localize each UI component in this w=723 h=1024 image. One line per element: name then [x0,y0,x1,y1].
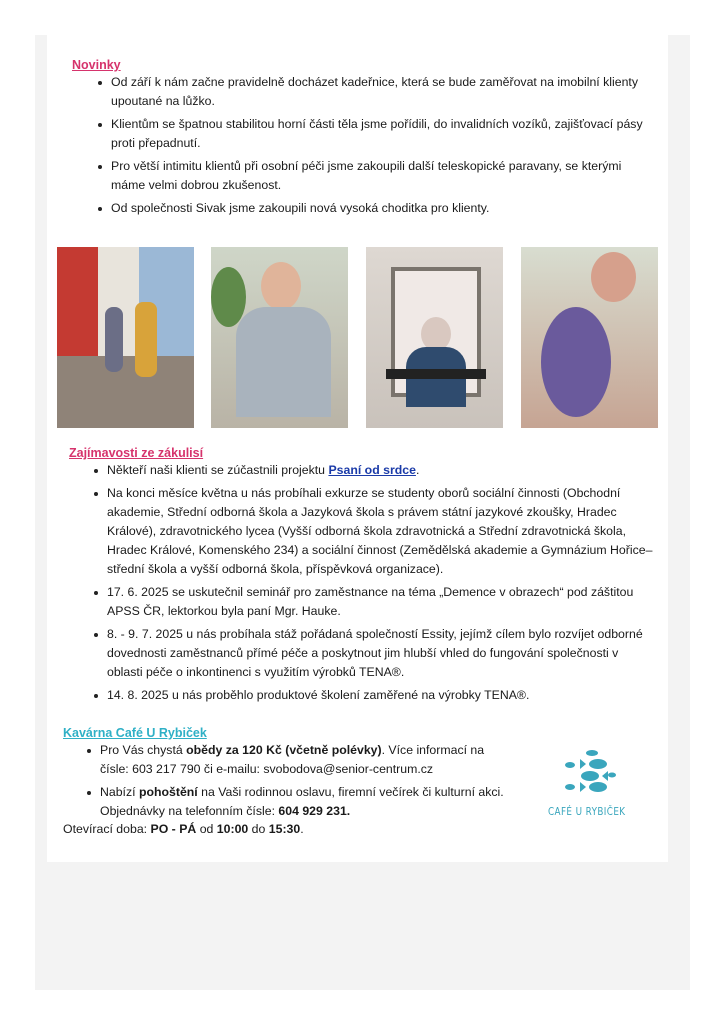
novinky-list [97,73,657,222]
heading-novinky: Novinky [72,58,121,72]
list-item: 14. 8. 2025 u nás proběhlo produktové školení zaměřené na výrobky TENA®. [93,686,653,705]
list-item: 17. 6. 2025 se uskutečnil seminář pro zaměstnance na téma „Demence v obrazech“ pod záštitou APSS ČR, lektorkou byla paní Mgr. Hauke. [93,583,653,621]
kavarna-list [86,741,506,825]
catering: pohoštění [138,785,198,799]
item-text: Někteří naši klienti se zúčastnili projektu [107,463,329,477]
item-text: . Více informací na čísle: 603 217 790 či e-mailu: svobodova@senior-centrum.cz [100,743,485,776]
list-item: 8. - 9. 7. 2025 u nás probíhala stáž pořádaná společností Essity, jejímž cílem bylo rozvíjet odborné dovednosti zaměstnanců přímé péče a poskytnout jim hlubší vhled do fungování společnosti v oblasti péče o inkontinenci s využitím výrobků TENA®. [93,625,653,682]
item-text: na Vaši rodinnou oslavu, firemní večírek či kulturní akci. Objednávky na telefonním čísle: [100,785,504,818]
fish-icon [548,748,632,794]
item-text: Nabízí [100,785,139,799]
zakulisi-list [93,461,653,709]
photo-walk-outside [57,247,194,428]
hours-text: do [248,822,269,836]
list-item: Pro větší intimitu klientů při osobní péči jsme zakoupili další teleskopické paravany, se kterými máme velmi dobrou zkušenost. [97,157,657,195]
hours-text: . [300,822,304,836]
list-item [93,461,653,480]
lunch-price: obědy za 120 Kč (včetně polévky) [186,743,382,757]
hours-to: 15:30 [268,822,301,836]
cafe-logo [548,748,632,818]
psani-od-srdce-link[interactable]: Psaní od srdce [328,463,416,477]
list-item: Na konci měsíce května u nás probíhali exkurze se studenty oborů sociální činnosti (Obchodní akademie, Střední odborná škola a Jazyková škola s právem státní jazykové zkoušky, Hradec Králové), zdravotnického lycea (Vyšší odborná škola zdravotnická a Střední zdravotnická škola, Hradec Králové, Komenského 234) a sociální činnost (Zemědělská akademie a Gymnázium Hořice– střední škola a vyšší odborná škola, příspěvková organizace). [93,484,653,579]
heading-zakulisi: Zajímavosti ze zákulisí [69,446,204,460]
photo-man-with-turtle [211,247,348,428]
photo-woman-with-walker [366,247,503,428]
logo-text: CAFÉ U RYBIČEK [548,805,626,818]
hours-label: Otevírací doba: [63,822,151,836]
list-item [86,741,506,779]
list-item [86,783,506,821]
heading-kavarna: Kavárna Café U Rybiček [63,726,207,740]
list-item: Klientům se špatnou stabilitou horní části těla jsme pořídili, do invalidních vozíků, zajišťovací pásy proti přepadnutí. [97,115,657,153]
list-item: Od společnosti Sivak jsme zakoupili nová vysoká choditka pro klienty. [97,199,657,218]
hours-text: od [196,822,217,836]
item-text: . [415,463,420,477]
opening-hours [63,822,304,836]
hours-from: 10:00 [216,822,249,836]
order-phone: 604 929 231. [278,804,351,818]
item-text: Pro Vás chystá [100,743,187,757]
list-item: Od září k nám začne pravidelně docházet kadeřnice, která se bude zaměřovat na imobilní klienty upoutané na lůžko. [97,73,657,111]
photo-lavender-craft [521,247,658,428]
hours-days: PO - PÁ [150,822,197,836]
